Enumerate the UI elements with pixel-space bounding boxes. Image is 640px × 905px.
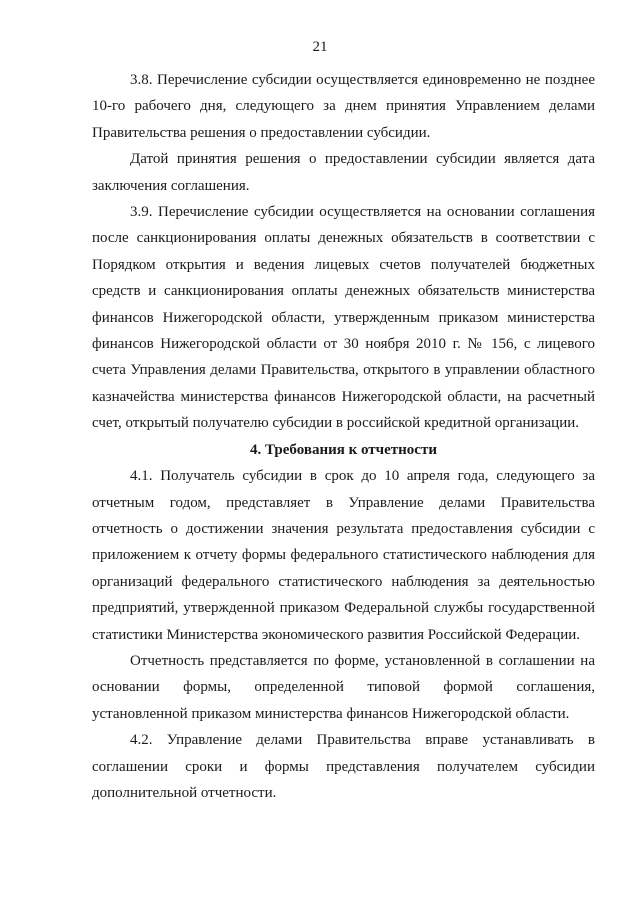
page-number: 21 xyxy=(312,39,328,55)
paragraph-report-form: Отчетность представляется по форме, установленной в соглашении на основании формы, определенной типовой формой соглашения, установленной приказом министерства финансов Нижегородской области. xyxy=(92,652,595,722)
paragraph-3-8: 3.8. Перечисление субсидии осуществляется единовременно не позднее 10-го рабочего дня, следующего за днем принятия Управлением делами Правительства решения о предоставлении субсидии. xyxy=(92,72,595,141)
paragraph-decision-date: Датой принятия решения о предоставлении субсидии является дата заключения соглашения. xyxy=(92,151,595,194)
paragraph-4-2: 4.2. Управление делами Правительства вправе устанавливать в соглашении сроки и формы представления получателем субсидии дополнительной отчетности. xyxy=(92,732,595,801)
paragraph-3-9: 3.9. Перечисление субсидии осуществляется на основании соглашения после санкционирования оплаты денежных обязательств в соответствии с Порядком открытия и ведения лицевых счетов получателей бюджетных средств и санкционирования оплаты денежных обязательств министерства финансов Нижегородской области, утвержденным приказом министерства финансов Нижегородской области от 30 ноября 2010 г. № 156, с лицевого счета Управления делами Правительства, открытого в управлении областного казначейства министерства финансов Нижегородской области, на расчетный счет, открытый получателю субсидии в российской кредитной организации. xyxy=(92,204,595,432)
section-heading-4: 4. Требования к отчетности xyxy=(250,441,437,458)
paragraph-4-1: 4.1. Получатель субсидии в срок до 10 апреля года, следующего за отчетным годом, представляет в Управление делами Правительства отчетность о достижении значения результата предоставления субсидии с приложением к отчету формы федерального статистического наблюдения для организаций федерального статистического наблюдения за деятельностью предприятий, утвержденной приказом Федеральной службы государственной статистики Министерства экономического развития Российской Федерации. xyxy=(92,468,595,643)
document-body xyxy=(92,67,595,806)
